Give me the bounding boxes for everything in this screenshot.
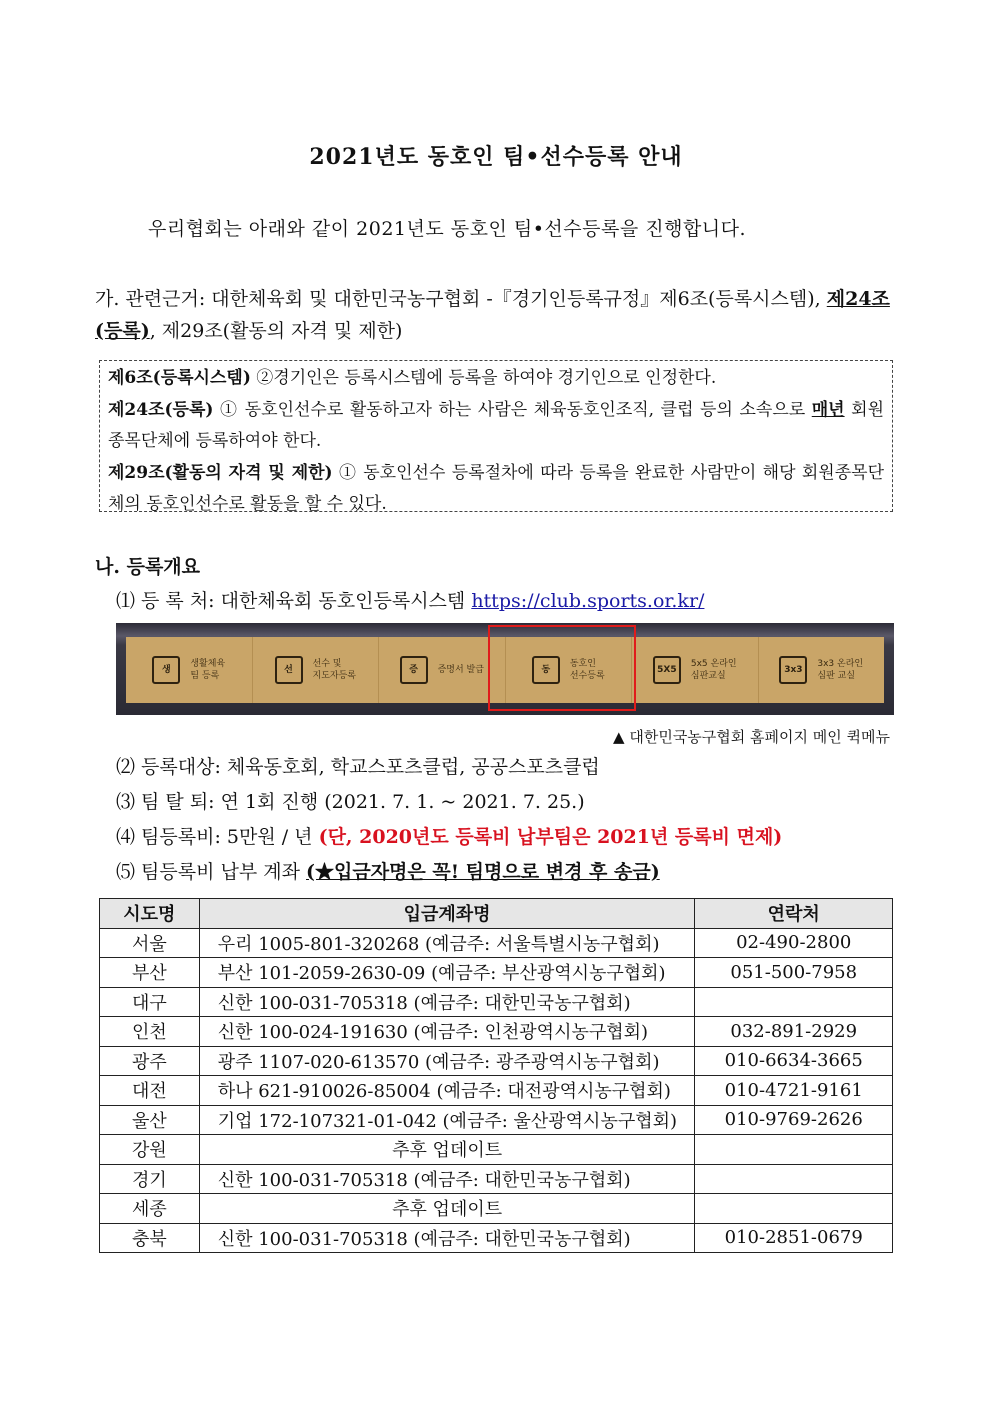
contact-cell: 010-4721-9161 (695, 1076, 893, 1106)
monitor-icon: 3x3 (779, 656, 807, 684)
contact-cell: 010-2851-0679 (695, 1223, 893, 1253)
contact-cell: 02-490-2800 (695, 928, 893, 958)
region-cell: 인천 (100, 1017, 200, 1047)
region-cell: 경기 (100, 1164, 200, 1194)
section-ga-text-post: , 제29조(활동의 자격 및 제한) (149, 320, 403, 342)
account-cell: 추후 업데이트 (199, 1194, 695, 1224)
highlight-box (488, 625, 636, 711)
rule-6-text: ②경기인은 등록시스템에 등록을 하여야 경기인으로 인정한다. (250, 368, 717, 388)
region-cell: 광주 (100, 1046, 200, 1076)
rule-6-label: 제6조(등록시스템) (108, 368, 251, 388)
table-row (100, 1223, 893, 1253)
depositor-name-note: (★입금자명은 꼭! 팀명으로 변경 후 송금) (306, 861, 660, 883)
region-cell: 세종 (100, 1194, 200, 1224)
rule-6 (108, 363, 884, 395)
banner-caption: ▲ 대한민국농구협회 홈페이지 메인 퀵메뉴 (613, 728, 890, 746)
rule-24-text-pre: ① 동호인선수로 활동하고자 하는 사람은 체육동호인조직, 클럽 등의 소속으로 (213, 399, 812, 420)
account-cell: 부산 101-2059-2630-09 (예금주: 부산광역시농구협회) (199, 958, 695, 988)
table-row (100, 1105, 893, 1135)
quick-menu-label: 5x5 온라인 심판교실 (690, 659, 737, 681)
account-cell: 광주 1107-020-613570 (예금주: 광주광역시농구협회) (199, 1046, 695, 1076)
header-account: 입금계좌명 (199, 899, 695, 929)
region-cell: 대전 (100, 1076, 200, 1106)
rule-24-label: 제24조(등록) (108, 399, 214, 420)
contact-cell (695, 1164, 893, 1194)
account-cell: 추후 업데이트 (199, 1135, 695, 1165)
account-cell: 신한 100-031-705318 (예금주: 대한민국농구협회) (199, 987, 695, 1017)
quick-menu-5x5-referee[interactable] (632, 637, 759, 703)
contact-cell: 032-891-2929 (695, 1017, 893, 1047)
quick-menu-player-coach-register[interactable] (253, 637, 380, 703)
table-row (100, 1164, 893, 1194)
account-cell: 신한 100-031-705318 (예금주: 대한민국농구협회) (199, 1223, 695, 1253)
contact-cell (695, 1135, 893, 1165)
document-title: 2021년도 동호인 팀•선수등록 안내 (309, 144, 683, 170)
quick-menu-label: 선수 및 지도자등록 (312, 659, 356, 681)
rule-24-emphasis: 매년 (811, 399, 845, 420)
contact-cell: 010-6634-3665 (695, 1046, 893, 1076)
table-row (100, 1046, 893, 1076)
item-target: ⑵ 등록대상: 체육동호회, 학교스포츠클럽, 공공스포츠클럽 (116, 756, 600, 778)
fee-exemption-note: (단, 2020년도 등록비 납부팀은 2021년 등록비 면제) (318, 826, 783, 848)
quick-menu-label: 증명서 발급 (437, 665, 484, 675)
item-1-label: ⑴ 등 록 처: 대한체육회 동호인등록시스템 (116, 590, 472, 612)
section-ga-text-pre: 가. 관련근거: 대한체육회 및 대한민국농구협회 -『경기인등록규정』제6조(등록시스템), (95, 288, 827, 310)
quick-menu-label: 동호인 선수등록 (569, 659, 605, 681)
quick-menu-team-register[interactable] (126, 637, 253, 703)
section-na-heading: 나. 등록개요 (95, 556, 200, 578)
region-cell: 충북 (100, 1223, 200, 1253)
region-cell: 강원 (100, 1135, 200, 1165)
quick-menu-label: 3x3 온라인 심판 교실 (817, 659, 864, 681)
quick-menu-label: 생활체육 팀 등록 (190, 659, 226, 681)
certificate-icon: 증 (400, 656, 428, 684)
account-cell: 신한 100-031-705318 (예금주: 대한민국농구협회) (199, 1164, 695, 1194)
table-row (100, 1017, 893, 1047)
contact-cell: 051-500-7958 (695, 958, 893, 988)
header-region: 시도명 (100, 899, 200, 929)
table-row (100, 958, 893, 988)
item-registration-site (116, 586, 704, 613)
item-withdrawal: ⑶ 팀 탈 퇴: 연 1회 진행 (2021. 7. 1. ~ 2021. 7. 25.) (116, 791, 585, 813)
rule-29-label: 제29조(활동의 자격 및 제한) (108, 462, 333, 483)
intro-text: 우리협회는 아래와 같이 2021년도 동호인 팀•선수등록을 진행합니다. (148, 218, 747, 240)
team-register-icon: 생 (152, 656, 180, 684)
table-header-row (100, 899, 893, 929)
contact-cell (695, 1194, 893, 1224)
item-fee (116, 822, 782, 849)
section-ga-basis (95, 283, 895, 347)
item-account (116, 857, 660, 884)
item-4-label: ⑷ 팀등록비: 5만원 / 년 (116, 826, 319, 848)
monitor-user-icon: 동 (532, 656, 560, 684)
registration-link[interactable]: https://club.sports.or.kr/ (471, 590, 705, 612)
region-cell: 부산 (100, 958, 200, 988)
region-cell: 서울 (100, 928, 200, 958)
account-table (99, 898, 893, 1253)
region-cell: 대구 (100, 987, 200, 1017)
rules-box (99, 360, 893, 512)
item-5-label: ⑸ 팀등록비 납부 계좌 (116, 861, 306, 883)
quick-menu-certificate[interactable] (379, 637, 506, 703)
account-cell: 우리 1005-801-320268 (예금주: 서울특별시농구협회) (199, 928, 695, 958)
contact-cell: 010-9769-2626 (695, 1105, 893, 1135)
quick-menu-3x3-referee[interactable] (759, 637, 885, 703)
section-ga-emphasis: 제24조(등록) (95, 288, 890, 342)
account-cell: 하나 621-910026-85004 (예금주: 대전광역시농구협회) (199, 1076, 695, 1106)
rule-29 (108, 458, 884, 521)
table-row (100, 1076, 893, 1106)
account-cell: 신한 100-024-191630 (예금주: 인천광역시농구협회) (199, 1017, 695, 1047)
rule-24-text-post: 회원종목단체에 등록하여야 한다. (108, 399, 885, 451)
region-cell: 울산 (100, 1105, 200, 1135)
header-contact: 연락처 (695, 899, 893, 929)
table-row (100, 1135, 893, 1165)
clipboard-icon: 선 (275, 656, 303, 684)
table-row (100, 1194, 893, 1224)
5x5-icon: 5X5 (653, 656, 681, 684)
table-row (100, 987, 893, 1017)
table-row (100, 928, 893, 958)
rule-24 (108, 395, 884, 458)
account-cell: 기업 172-107321-01-042 (예금주: 울산광역시농구협회) (199, 1105, 695, 1135)
contact-cell (695, 987, 893, 1017)
rule-29-text: ① 동호인선수 등록절차에 따라 등록을 완료한 사람만이 해당 회원종목단체의 동호인선수로 활동을 할 수 있다. (108, 462, 884, 514)
